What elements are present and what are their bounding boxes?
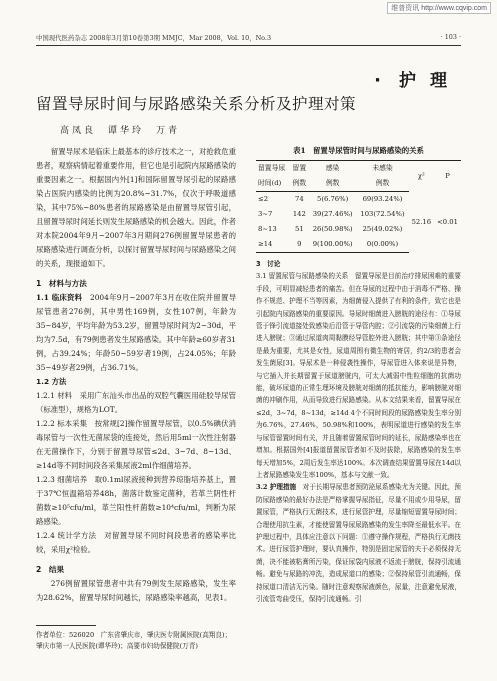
section-1-1-heading: 1.1 临床资料	[36, 293, 83, 302]
table-cell: 5(6.76%)	[317, 195, 349, 203]
section-3-2-text: 对于长期导尿患者预防泌尿系感染尤为关键。因此，预防尿路感染的最好办法是严格掌握导尿指征，尽量不用或少用导尿，留置尿管，严格执行无菌技术，进行尿管护理，尽量缩短留置导尿时间；合理使用抗生素，才能使留置导尿尿路感染的发生率降至最低水平。在护理过程中，具体应注意以下问题：①遵守操作规程，严格执行无菌技术。进行尿管护理时，要认真操作，特别是固定尿管的夫于必须保持无菌，决不能被粘膏所污染，保证尿袋内尿液不返流于膀胱，保持引流通畅。避免与尿路的冲洗，造成尿道口的感染；②保持尿管引流通畅，保持尿道口清洁无污染。随时注意观察尿液颜色，尿量，注意避免尿液，引流管弯曲受压，保持引流通畅。引	[256, 483, 461, 603]
running-header	[36, 33, 461, 42]
table-cell: 0(0.00%)	[356, 237, 408, 253]
section-1-2-1: 1.2.1 材料 采用广东汕头市出品的双腔气囊医用硅胶导尿管（标准型），规格为LOT。	[36, 391, 236, 414]
journal-info: 中国现代医药杂志 2008年3月第10卷第3期 MMJC，Mar 2008，Vol. 10，No.3	[36, 34, 272, 42]
section-label-text: 护理	[399, 71, 461, 91]
author-affiliation-footnote: 作者单位：526020 广东省肇庆市，肇庆医专附属医院(高翔良)；肇庆市第一人民医院(谭华玲)；高要市妇幼保健院(万青)	[36, 631, 232, 650]
table-cell: 74	[295, 195, 304, 203]
section-2-heading: 2 结果	[36, 565, 65, 574]
table-cell: 9(100.00%)	[309, 237, 357, 253]
infection-table	[256, 160, 461, 253]
th-count: 留置	[290, 161, 309, 177]
header-rule	[36, 45, 461, 46]
th-chi2: χ²	[409, 161, 434, 192]
th-infected-unit: 例数	[309, 176, 357, 192]
left-column	[36, 145, 236, 605]
table-title: 表1 留置导尿管时间与尿路感染的关系	[293, 146, 424, 155]
section-2-text: 276例留置尿管患者中共有79例发生尿路感染，发生率为28.62%，留置导尿时间越长，尿路感染率越高，见表1。	[36, 579, 236, 602]
th-time-unit: 时间(d)	[256, 176, 290, 192]
table-1	[256, 145, 461, 253]
p-value: <0.01	[437, 217, 458, 226]
th-count-unit: 例数	[290, 176, 309, 192]
article-title: 留置导尿时间与尿路感染关系分析及护理对策	[36, 95, 357, 113]
section-1-2-heading: 1.2 方法	[36, 377, 67, 386]
section-3-1: 3.1 留置尿管与尿路感染的关系 留置导尿是目前治疗排尿困难的重要手段，可明显减轻患者的痛苦。但在导尿的过程中由于消毒不严格、操作不规范、护理不当等因素，为细菌侵入提供了有利的条件，致它也是引起院内尿路感染的重要原因。导尿时细菌进入膀胱的途径有：①导尿管于锋引流道接处致感染后沿管于导管内腔；②引流袋的污染细菌上行进入膀胱；③通过尿道肉周黏膜经导管腔外进入膀胱；其中第③条途径是最为重要，尤其是女性，尿道周围有微生物的寄居，约2/3的患者会发生菌尿[3]。导尿术是一种侵袭性操作，导尿管进入体来说是异物，与它插入并长期留置于尿道膀胱内，可太大减弱中性粒细胞的抗菌功能，破坏尿道的正常生理环境及膀胱对细菌的抵抗能力，影响膀胱对细菌的冲刷作用，从而导致进行尿路感染。从本文结果来看，留置导尿在≤2d，3~7d，8~13d，≥14d 4个不同时间段的尿路感染发生率分别为6.76%，27.46%，50.98%和100%，表明尿道进行感染的发生率与尿管留置时间有关，并且随着留置尿管时间的延长，尿路感染率也在增加。根据国外[4]报道留置尿管者如不及时拔除，尿路感染的发生率每天增加5%，2周后发生率达100%。本次调查结果留置导尿在14d以上者尿路感染发生率100%，基本与文献一致。	[256, 272, 461, 479]
article-authors: 高凤良 谭华玲 万青	[60, 126, 181, 136]
table-cell: 142	[292, 210, 306, 218]
table-cell: 8~13	[258, 225, 277, 233]
section-1-heading: 1 材料与方法	[36, 279, 87, 288]
section-1-2-2: 1.2.2 标本采集 按常规[2]操作留置导尿管，以0.5%碘伏消毒尿管与一次性无菌尿袋的连接处，然后用5ml一次性注射器在无菌操作下，分别于留置导尿管≤2d、3~7d、8~13d、≥14d等不同时间段各采集尿液2ml作细菌培养。	[36, 419, 236, 470]
intro-paragraph: 留置导尿术是临床上最基本的诊疗技术之一，对抢救危重患者，观察病情起着重要作用，但它也是引起院内尿路感染的重要因素之一。根据国内外[1]和国际留置导尿引起的尿路感染占医院内感染的比例为20.8%~31.7%，仅次于呼吸道感染，其中75%~80%患者的尿路感染是由留置导尿管引起，且留置导尿时间延长则发生尿路感染的机会越大。因此，作者对本院2004年9月~2007年3月期间276例留置导尿患者的尿路感染进行调查分析，以探讨留置导尿时间与尿路感染之间的关系，现报道如下。	[36, 147, 236, 268]
section-label	[374, 66, 461, 91]
th-uninfected: 未感染	[356, 161, 408, 177]
table-cell: 9	[290, 237, 309, 253]
th-uninfected-unit: 例数	[356, 176, 408, 192]
table-cell: ≥14	[256, 237, 290, 253]
chi2-value: 52.16	[411, 217, 432, 226]
section-1-1-text: 2004年9月~2007年3月在收住院并留置导尿管患者276例，其中男性169例，女性107例，年龄为35~84岁，平均年龄为53.2岁，留置导尿时间为2~30d，平均为7.5d，有79例患者发生尿路感染。其中年龄≥60岁者31例，占39.24%；年龄50~59岁者19例，占24.05%；年龄35~49岁者29例，占36.71%。	[36, 293, 236, 372]
watermark: 维普资讯 http://www.cqvip.com	[387, 2, 491, 14]
table-cell: 51	[295, 225, 304, 233]
right-column	[256, 258, 461, 605]
footnote-rule	[36, 625, 96, 626]
table-cell: 25(49.02%)	[362, 225, 403, 233]
table-cell: ≤2	[258, 195, 269, 203]
table-cell: 3~7	[258, 210, 273, 218]
th-p: P	[434, 161, 461, 192]
section-3-2-heading: 3.2 护理措施	[256, 483, 297, 492]
section-3-heading: 3 讨论	[256, 260, 281, 268]
table-cell: 26(50.98%)	[312, 225, 353, 233]
bullet-dot-icon: ·	[374, 70, 395, 91]
table-cell: 39(27.46%)	[312, 210, 353, 218]
table-row	[256, 192, 461, 208]
section-3-2	[256, 481, 461, 605]
th-time: 留置导尿	[256, 161, 290, 177]
section-1-2-4: 1.2.4 统计学方法 对留置导尿不同时间段患者的感染率比较，采用χ²检验。	[36, 531, 236, 554]
th-infected: 感染	[309, 161, 357, 177]
table-cell: 103(72.54%)	[360, 210, 405, 218]
section-1-1	[36, 291, 236, 375]
page-number: · 103 ·	[440, 33, 461, 41]
table-cell: 69(93.24%)	[362, 195, 403, 203]
section-1-2-3: 1.2.3 细菌培养 取0.1ml尿液接种到营养琼脂培养基上，置于37℃恒温箱培养48h，菌落计数鉴定菌种，若革兰阴性杆菌数≥10⁵cfu/ml，革兰阳性杆菌数≥10⁴cfu/ml，判断为尿路感染。	[36, 475, 236, 526]
